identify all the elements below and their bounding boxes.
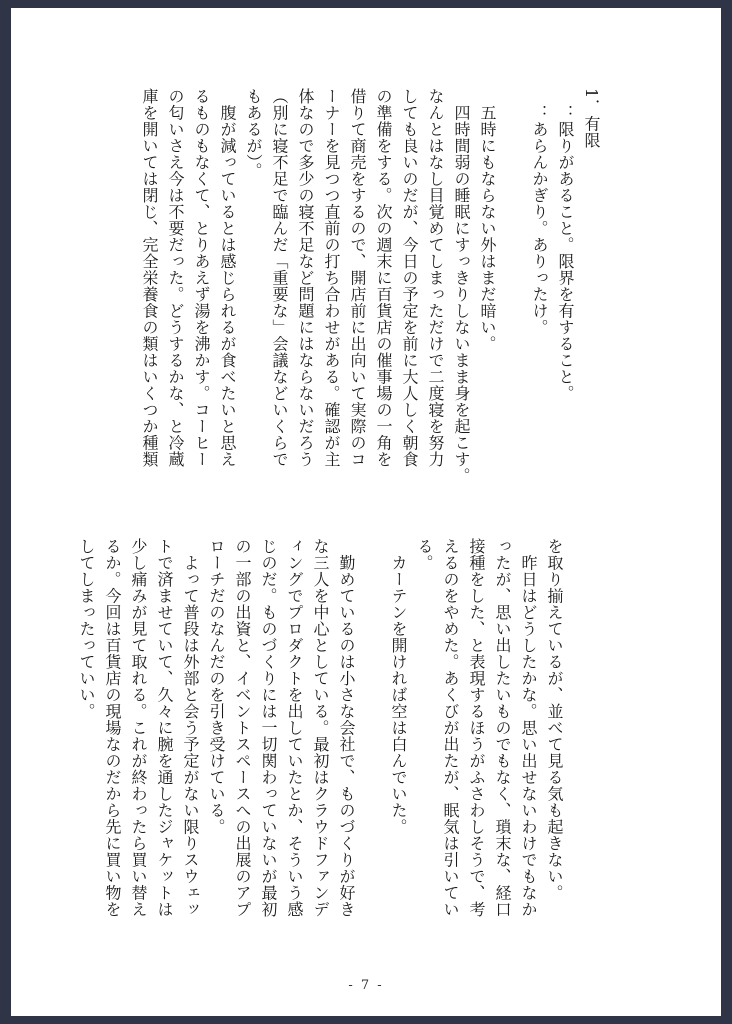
text-line: カーテンを開ければ空は白んでいた。 [389,538,408,835]
text-line: ：限りがあること。限界を有すること。 [556,88,575,402]
text-line: の準備をする。次の週末に百貨店の催事場の一角を [374,88,393,468]
text-block-top [136,88,604,518]
text-line: ：あらんかぎり。ありったけ。 [530,88,549,336]
text-line: トで済ませていて、久々に腕を通したジャケットは [155,538,174,918]
text-line: 五時にもならない外はまだ暗い。 [478,88,497,352]
text-line: しても良いのだが、今日の予定を前に大人しく朝食 [400,88,419,468]
text-line: る。 [415,538,434,571]
text-line [359,538,385,958]
document-page [11,8,721,1016]
text-line: るものもなくて、とりあえず湯を沸かす。コーヒー [192,88,211,468]
text-line: の匂いさえ今は不要だった。どうするかな、と冷蔵 [166,88,185,468]
text-line: じのだ。ものづくりには一切関わっていないが最初 [259,538,278,918]
text-line: ーナーを見つつ直前の打ち合わせがある。確認が主 [322,88,341,468]
text-line [500,88,526,518]
text-line: 1．有限 [582,88,601,149]
text-line: を取り揃えているが、並べて見る気も起きない。 [545,538,564,901]
text-line: ローチだのなんだのを引き受けている。 [207,538,226,835]
text-line: 昨日はどうしたかな。思い出せないわけでもなか [519,538,538,918]
text-line: えるのをやめた。あくびが出たが、眠気は引いてい [441,538,460,918]
text-line: 接種をした、と表現するほうがふさわしそうで、考 [467,538,486,918]
text-line: るか。今回は百貨店の現場なのだから先に買い物を [103,538,122,918]
text-line: 四時間弱の睡眠にすっきりしないまま身を起こす。 [452,88,471,484]
text-line: 体なので多少の寝不足など問題にはならないだろう [296,88,315,468]
text-line: よって普段は外部と会う予定がない限りスウェッ [181,538,200,918]
text-line: 庫を開いては閉じ、完全栄養食の類はいくつか種類 [140,88,159,468]
text-line: 少し痛みが見て取れる。これが終わったら買い替え [129,538,148,918]
text-block-bottom [73,538,567,958]
text-line: 腹が減っているとは感じられるが食べたいと思え [218,88,237,468]
page-number: - 7 - [348,978,384,993]
text-line: の一部の出資と、イベントスペースへの出展のアプ [233,538,252,918]
text-line: もあるが）。 [244,88,263,179]
text-line: なんとはなし目覚めてしまっただけで二度寝を努力 [426,88,445,468]
text-line: な三人を中心としている。最初はクラウドファンデ [311,538,330,918]
text-line: ィングでプロダクトを出していたとか、そういう感 [285,538,304,918]
text-line: してしまったっていい。 [77,538,96,720]
text-line: 借りて商売をするので、開店前に出向いて実際のコ [348,88,367,468]
text-line: 勤めているのは小さな会社で、ものづくりが好き [337,538,356,918]
text-line: （別に寝不足で臨んだ「重要な」会議などいくらで [270,88,289,468]
text-line: ったが、思い出したいものでもなく、瑣末な、経口 [493,538,512,918]
